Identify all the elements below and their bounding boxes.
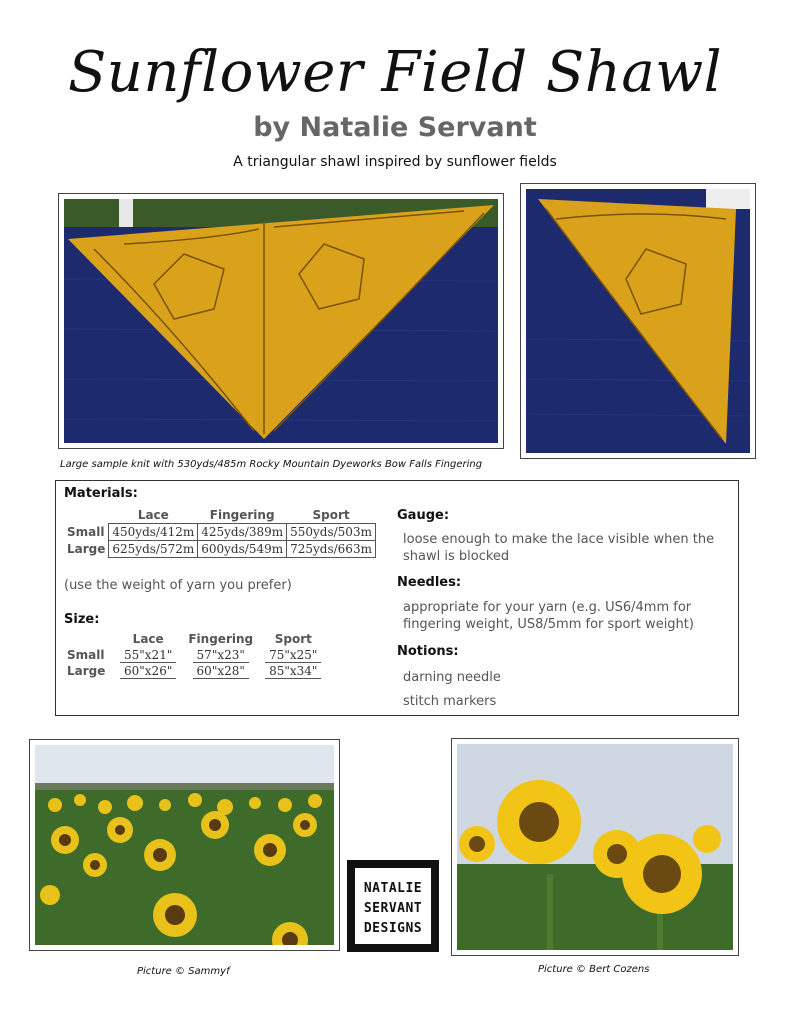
natalie-servant-designs-logo (347, 860, 439, 952)
materials-cell: 425yds/389m (198, 524, 287, 541)
gauge-heading: Gauge: (397, 508, 450, 523)
sunflower-photo-right (451, 738, 739, 956)
notions-heading: Notions: (397, 644, 459, 659)
materials-col-fingering: Fingering (209, 508, 275, 522)
specifications-box (55, 480, 739, 716)
materials-col-lace: Lace (137, 508, 169, 522)
table-row (64, 524, 375, 541)
materials-row-label: Small (67, 525, 105, 539)
size-cell: 60"x28" (193, 664, 249, 679)
logo-line: SERVANT (363, 901, 423, 916)
size-col-lace: Lace (132, 632, 164, 646)
needles-text: appropriate for your yarn (e.g. US6/4mm for fingering weight, US8/5mm for sport weight) (403, 600, 694, 632)
size-cell: 60"x26" (120, 664, 176, 679)
notions-item: darning needle (403, 670, 501, 685)
shawl-side-image (526, 189, 750, 453)
size-col-fingering: Fingering (188, 632, 254, 646)
size-cell: 55"x21" (120, 648, 176, 663)
materials-cell: 725yds/663m (287, 541, 376, 558)
shawl-photo-main (58, 193, 504, 449)
size-row-label: Small (67, 648, 105, 662)
tagline: A triangular shawl inspired by sunflower fields (233, 154, 557, 170)
size-col-sport: Sport (274, 632, 312, 646)
size-table (64, 631, 329, 679)
size-cell: 85"x34" (265, 664, 321, 679)
materials-note: (use the weight of yarn you prefer) (64, 578, 292, 593)
size-cell: 75"x25" (265, 648, 321, 663)
left-photo-credit: Picture © Sammyf (137, 966, 230, 977)
materials-cell: 625yds/572m (109, 541, 198, 558)
materials-cell: 550yds/503m (287, 524, 376, 541)
main-photo-caption: Large sample knit with 530yds/485m Rocky Mountain Dyeworks Bow Falls Fingering (60, 459, 483, 470)
materials-col-sport: Sport (312, 508, 350, 522)
shawl-main-image (64, 199, 498, 443)
materials-cell: 450yds/412m (109, 524, 198, 541)
sunflower-field-photo-left (29, 739, 340, 951)
sunflower-field-image (35, 745, 334, 945)
materials-cell: 600yds/549m (198, 541, 287, 558)
needles-heading: Needles: (397, 575, 462, 590)
author-byline: by Natalie Servant (253, 112, 537, 143)
notions-item: stitch markers (403, 694, 497, 709)
size-row-label: Large (67, 664, 106, 678)
materials-heading: Materials: (64, 486, 138, 501)
page-title: Sunflower Field Shawl (67, 40, 723, 105)
materials-table (64, 507, 376, 558)
right-photo-credit: Picture © Bert Cozens (538, 964, 650, 975)
logo-line: NATALIE (363, 881, 423, 896)
materials-corner (64, 507, 109, 524)
shawl-photo-side (520, 183, 756, 459)
gauge-text: loose enough to make the lace visible when the shawl is blocked (403, 532, 715, 564)
logo-line: DESIGNS (363, 921, 423, 936)
table-row (64, 663, 329, 679)
table-row (64, 541, 375, 558)
size-cell: 57"x23" (193, 648, 249, 663)
sunflower-closeup-image (457, 744, 733, 950)
size-corner (64, 631, 112, 647)
size-heading: Size: (64, 612, 100, 627)
materials-row-label: Large (67, 542, 106, 556)
table-row (64, 647, 329, 663)
